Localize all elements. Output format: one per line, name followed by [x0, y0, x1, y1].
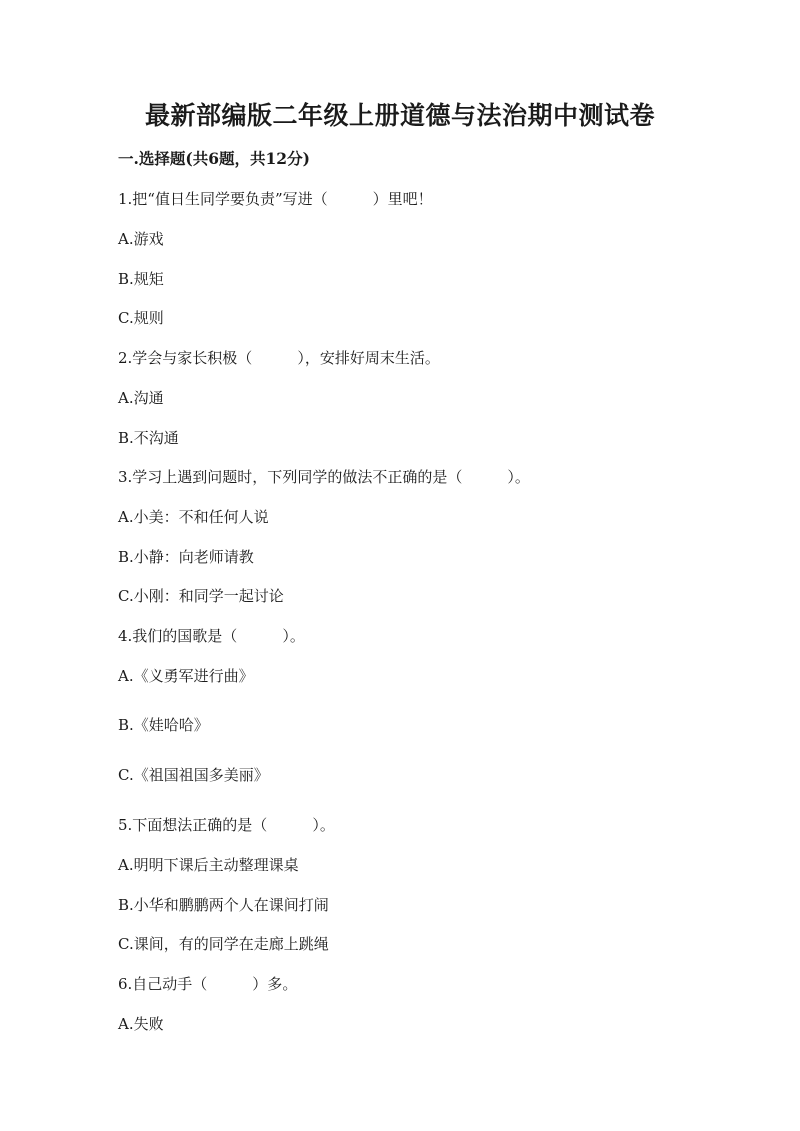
- answer-option: A.小美：不和任何人说: [118, 508, 269, 526]
- answer-option: B.规矩: [118, 270, 164, 288]
- answer-option: B.不沟通: [118, 429, 179, 447]
- answer-option: A.明明下课后主动整理课桌: [118, 856, 299, 874]
- answer-option: B.小华和鹏鹏两个人在课间打闹: [118, 896, 329, 914]
- answer-option: A.《义勇军进行曲》: [118, 667, 254, 685]
- question-stem: 5.下面想法正确的是（ ）。: [118, 816, 335, 834]
- answer-option: A.失败: [118, 1015, 164, 1033]
- answer-option: C.规则: [118, 309, 164, 327]
- page-title: 最新部编版二年级上册道德与法治期中测试卷: [144, 101, 655, 130]
- answer-option: A.游戏: [118, 230, 164, 248]
- answer-option: B.《娃哈哈》: [118, 716, 209, 734]
- answer-option: C.《祖国祖国多美丽》: [118, 766, 269, 784]
- question-stem: 3.学习上遇到问题时，下列同学的做法不正确的是（ ）。: [118, 468, 530, 486]
- answer-option: B.小静：向老师请教: [118, 548, 254, 566]
- answer-option: C.小刚：和同学一起讨论: [118, 587, 284, 605]
- question-stem: 6.自己动手（ ）多。: [118, 975, 298, 993]
- question-stem: 1.把“值日生同学要负责”写进（ ）里吧！: [118, 190, 433, 208]
- answer-option: C.课间，有的同学在走廊上跳绳: [118, 935, 329, 953]
- section-heading: 一.选择题(共6题，共12分): [118, 149, 310, 168]
- question-stem: 4.我们的国歌是（ ）。: [118, 627, 305, 645]
- question-stem: 2.学会与家长积极（ ），安排好周末生活。: [118, 349, 440, 367]
- answer-option: A.沟通: [118, 389, 164, 407]
